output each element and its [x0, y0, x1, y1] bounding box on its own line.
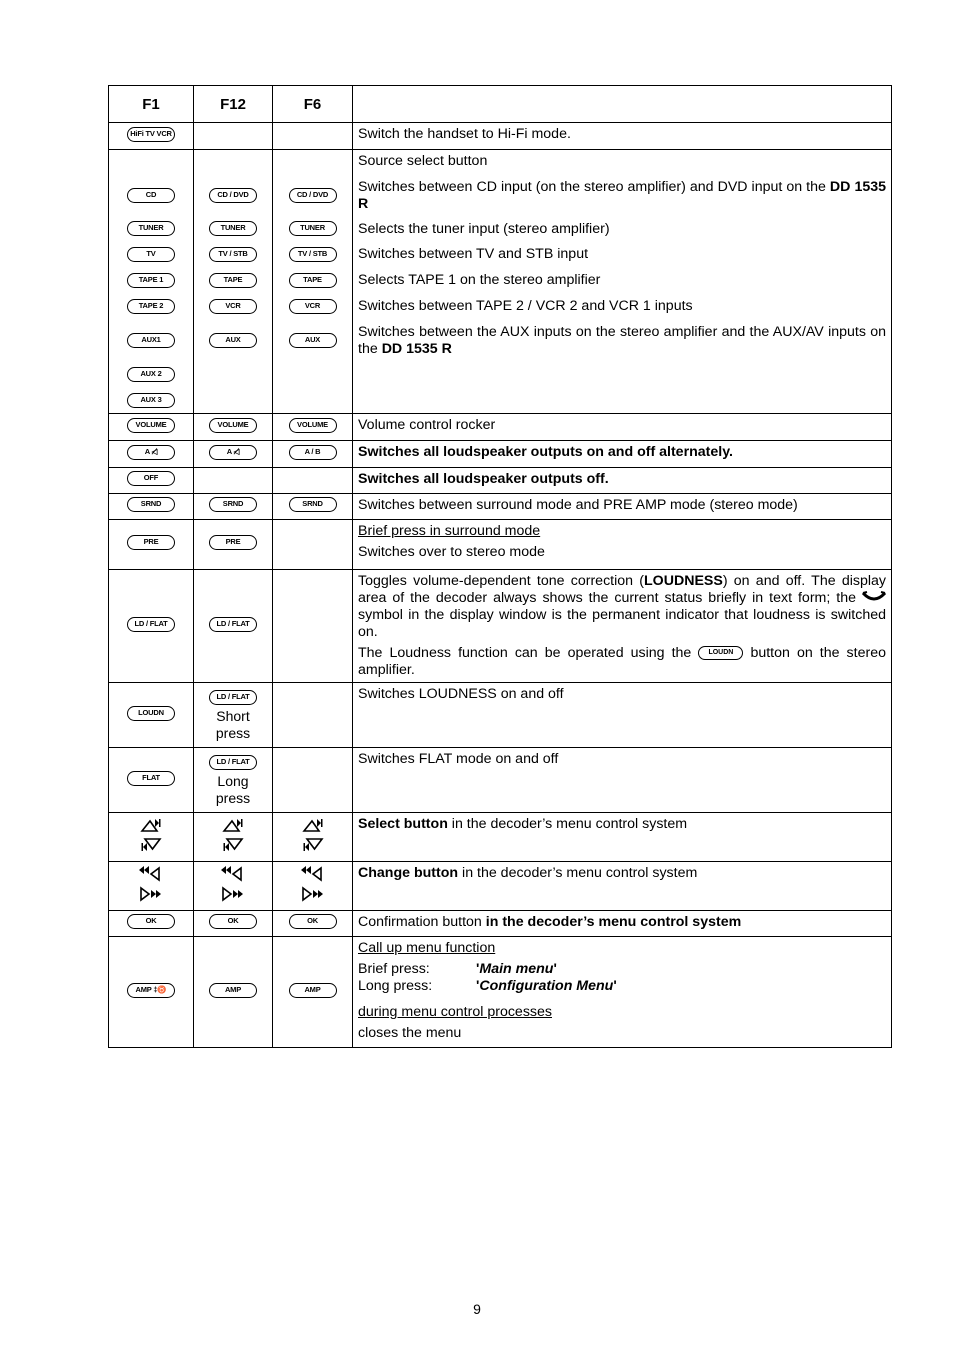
- tv-stb-button-f6[interactable]: TV / STB: [289, 247, 337, 262]
- srnd-button-f12[interactable]: SRND: [209, 497, 257, 512]
- pre-button-f1[interactable]: PRE: [127, 535, 175, 550]
- tape-button-f6[interactable]: TAPE: [289, 273, 337, 288]
- table-row-loudn: [109, 683, 892, 748]
- long-note-1: Long: [217, 773, 249, 789]
- ldflat-button-f12[interactable]: LD / FLAT: [209, 617, 257, 632]
- change-left-right-icon[interactable]: [137, 864, 165, 904]
- amp-brief-press: Brief press: 'Main menu': [358, 961, 557, 977]
- vcr-button-f6[interactable]: VCR: [289, 299, 337, 314]
- select-up-down-icon-f6[interactable]: [301, 815, 325, 855]
- pre-desc-2: Switches over to stereo mode: [358, 544, 545, 560]
- ok-button-f6[interactable]: OK: [289, 914, 337, 929]
- select-up-down-icon[interactable]: [139, 815, 163, 855]
- loudness-symbol-icon: [862, 591, 886, 603]
- change-desc: Change button in the decoder’s menu control system: [353, 862, 892, 911]
- page-number: 9: [473, 1301, 481, 1317]
- loudn-desc: Switches LOUDNESS on and off: [353, 683, 892, 748]
- cd-desc: Switches between CD input (on the stereo amplifier) and DVD input on the DD 1535 R: [358, 179, 887, 212]
- table-row-off: [109, 468, 892, 494]
- aux2-button[interactable]: AUX 2: [127, 367, 175, 382]
- amp-button-f1[interactable]: AMP ‡♉: [127, 983, 175, 998]
- change-left-right-icon-f6[interactable]: [299, 864, 327, 904]
- hifi-tv-vcr-button[interactable]: HiFi TV VCR: [127, 127, 175, 142]
- cd-dvd-button-f6[interactable]: CD / DVD: [289, 188, 337, 203]
- hifi-desc: Switch the handset to Hi-Fi mode.: [353, 123, 892, 150]
- volume-desc: Volume control rocker: [353, 414, 892, 441]
- amp-button-f6[interactable]: AMP: [289, 983, 337, 998]
- select-up-down-icon-f12[interactable]: [221, 815, 245, 855]
- ldflat-desc: Toggles volume-dependent tone correction (LOUDNESS) on and off. The display area of the decoder always shows the current status briefly in text form; the symbol in the display window is the permanent indicator that loudness is switched on.: [358, 573, 886, 640]
- table-row-amp: [109, 937, 892, 1048]
- ldflat-button-f1[interactable]: LD / FLAT: [127, 617, 175, 632]
- table-row-hifi: [109, 123, 892, 150]
- tape-desc: Selects TAPE 1 on the stereo amplifier: [358, 272, 601, 288]
- srnd-button-f1[interactable]: SRND: [127, 497, 175, 512]
- flat-button[interactable]: FLAT: [127, 771, 175, 786]
- amp-during: during menu control processes: [358, 1004, 552, 1020]
- tuner-button-f12[interactable]: TUNER: [209, 221, 257, 236]
- table-row-change: [109, 862, 892, 911]
- loudn-button[interactable]: LOUDN: [127, 706, 175, 721]
- header-row: [109, 86, 892, 123]
- speaker-ab-button-f6[interactable]: A / B: [289, 445, 337, 460]
- tv-button[interactable]: TV: [127, 247, 175, 262]
- change-left-right-icon-f12[interactable]: [219, 864, 247, 904]
- aux-button-f6[interactable]: AUX: [289, 333, 337, 348]
- ldflat-long-button[interactable]: LD / FLAT: [209, 755, 257, 770]
- srnd-desc: Switches between surround mode and PRE AMP mode (stereo mode): [353, 494, 892, 520]
- table-row-volume: [109, 414, 892, 441]
- table-row-flat: [109, 748, 892, 813]
- header-f6: F6: [273, 86, 353, 123]
- aux-desc: Switches between the AUX inputs on the stereo amplifier and the AUX/AV inputs on the DD 1535 R: [358, 324, 886, 357]
- table-row-ok: [109, 911, 892, 937]
- loudn-inline-button: LOUDN: [698, 646, 743, 660]
- off-button[interactable]: OFF: [127, 471, 175, 486]
- cd-button[interactable]: CD: [127, 188, 175, 203]
- tv-stb-button-f12[interactable]: TV / STB: [209, 247, 257, 262]
- volume-button-f6[interactable]: VOLUME: [289, 418, 337, 433]
- amp-button-f12[interactable]: AMP: [209, 983, 257, 998]
- vcr-desc: Switches between TAPE 2 / VCR 2 and VCR 1 inputs: [358, 298, 693, 314]
- srnd-button-f6[interactable]: SRND: [289, 497, 337, 512]
- table-row-select: [109, 813, 892, 862]
- table-row-pre: [109, 520, 892, 570]
- off-desc: Switches all loudspeaker outputs off.: [353, 468, 892, 494]
- function-table: [108, 85, 892, 1048]
- ldflat-short-button[interactable]: LD / FLAT: [209, 690, 257, 705]
- volume-button-f1[interactable]: VOLUME: [127, 418, 175, 433]
- flat-desc: Switches FLAT mode on and off: [353, 748, 892, 813]
- volume-button-f12[interactable]: VOLUME: [209, 418, 257, 433]
- table-row-speaker: [109, 441, 892, 468]
- short-note-2: press: [215, 725, 251, 741]
- vcr-button-f12[interactable]: VCR: [209, 299, 257, 314]
- speaker-button-f12[interactable]: A ◁̸: [209, 445, 257, 460]
- cd-dvd-button-f12[interactable]: CD / DVD: [209, 188, 257, 203]
- tuner-button[interactable]: TUNER: [127, 221, 175, 236]
- ok-button-f12[interactable]: OK: [209, 914, 257, 929]
- short-note-1: Short: [216, 708, 250, 724]
- speaker-desc: Switches all loudspeaker outputs on and off alternately.: [353, 441, 892, 468]
- header-f12: F12: [194, 86, 273, 123]
- tv-desc: Switches between TV and STB input: [358, 246, 589, 262]
- select-desc: Select button in the decoder’s menu control system: [353, 813, 892, 862]
- amp-call-up: Call up menu function: [358, 940, 496, 956]
- pre-desc-1: Brief press in surround mode: [358, 523, 541, 539]
- amp-closes: closes the menu: [358, 1025, 462, 1041]
- long-note-2: press: [215, 790, 251, 806]
- ok-desc: Confirmation button in the decoder’s menu control system: [353, 911, 892, 937]
- tape-button-f12[interactable]: TAPE: [209, 273, 257, 288]
- aux3-button[interactable]: AUX 3: [127, 393, 175, 408]
- table-row-ldflat: [109, 570, 892, 683]
- tape2-button[interactable]: TAPE 2: [127, 299, 175, 314]
- header-desc: [353, 86, 892, 123]
- tuner-button-f6[interactable]: TUNER: [289, 221, 337, 236]
- amp-long-press: Long press: 'Configuration Menu': [358, 978, 617, 994]
- ldflat-desc-2: The Loudness function can be operated using the LOUDN button on the stereo amplifier.: [358, 645, 886, 678]
- tape1-button[interactable]: TAPE 1: [127, 273, 175, 288]
- table-row-source: [109, 150, 892, 414]
- aux-button-f12[interactable]: AUX: [209, 333, 257, 348]
- table-row-srnd: [109, 494, 892, 520]
- source-intro: Source select button: [358, 153, 488, 169]
- ok-button-f1[interactable]: OK: [127, 914, 175, 929]
- header-f1: F1: [109, 86, 194, 123]
- speaker-button-f1[interactable]: A ◁̸: [127, 445, 175, 460]
- pre-button-f12[interactable]: PRE: [209, 535, 257, 550]
- tuner-desc: Selects the tuner input (stereo amplifier): [358, 221, 610, 237]
- aux1-button[interactable]: AUX1: [127, 333, 175, 348]
